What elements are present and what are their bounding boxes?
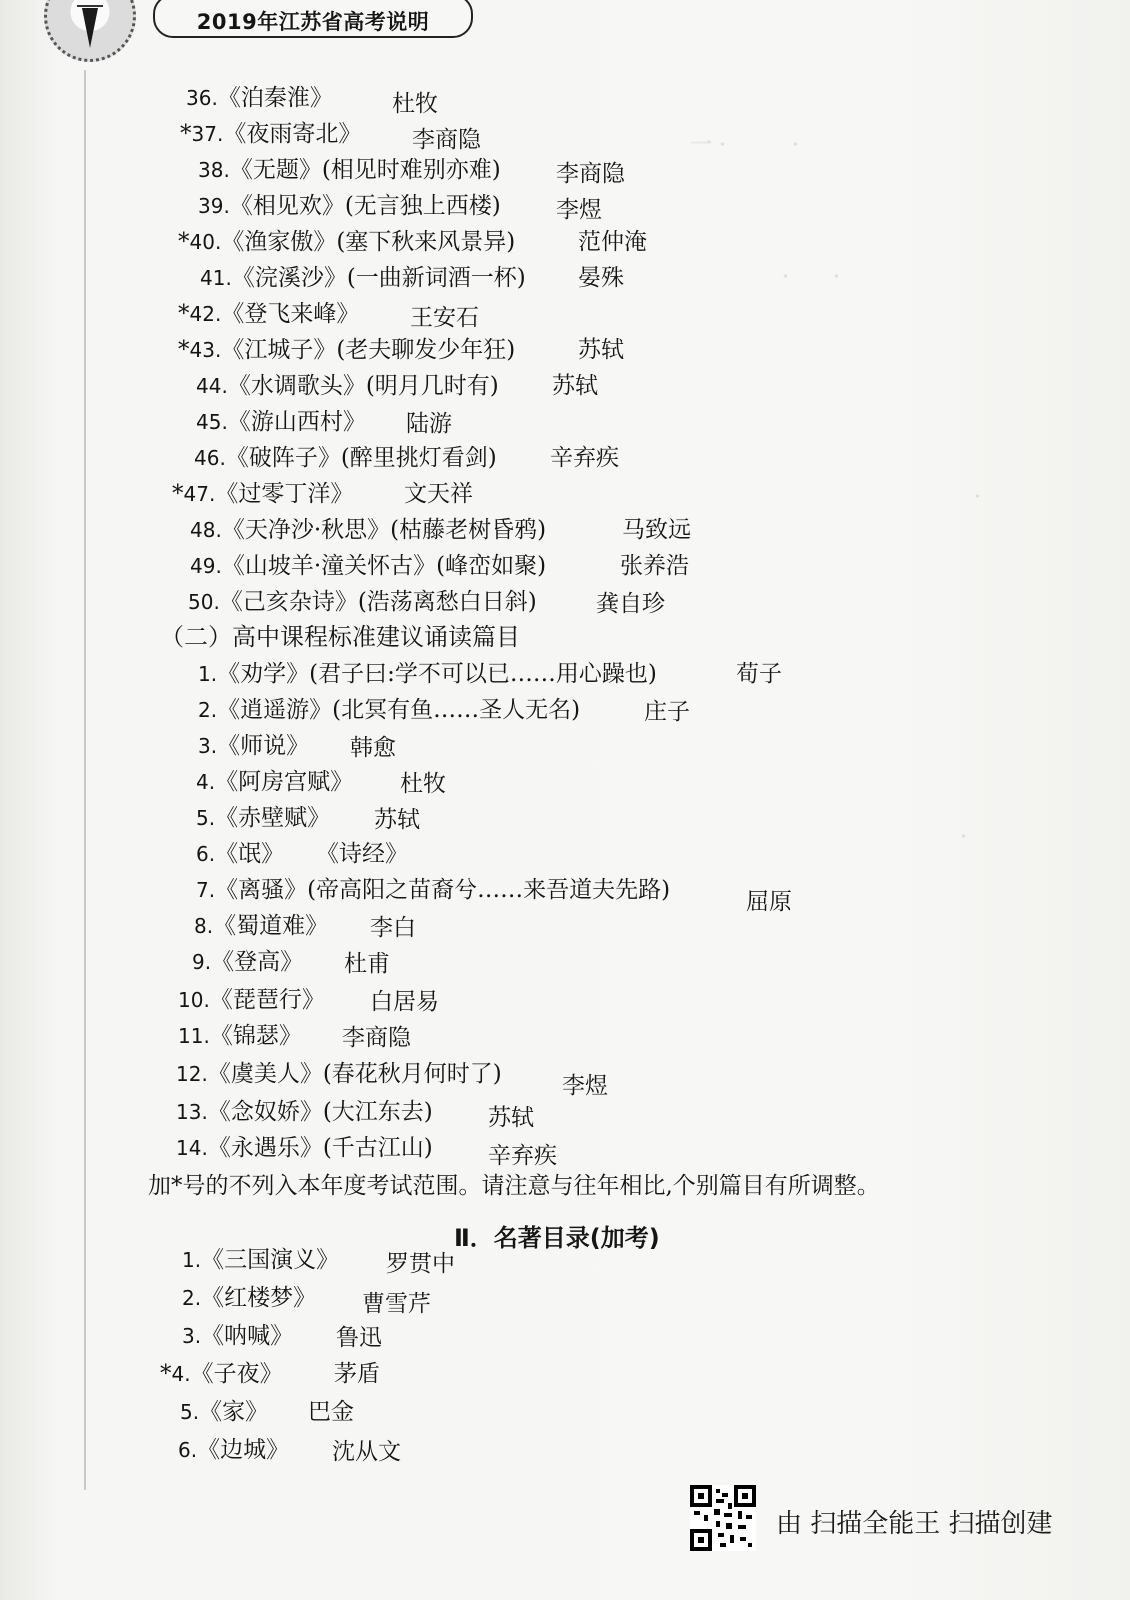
item-title: 《游山西村》 <box>227 409 366 435</box>
item-number: 45. <box>196 410 228 434</box>
exclusion-note: 加*号的不列入本年度考试范围。请注意与往年相比,个别篇目有所调整。 <box>148 1173 880 1199</box>
list-item <box>172 480 353 508</box>
item-title: 《离骚》(帝高阳之苗裔兮……来吾道夫先路) <box>215 877 671 903</box>
item-number: 5. <box>196 806 216 830</box>
item-title: 《赤壁赋》 <box>215 805 331 831</box>
scanner-watermark <box>690 1485 1090 1560</box>
item-author: 龚自珍 <box>596 591 665 617</box>
item-title: 《琵琶行》 <box>209 987 325 1013</box>
item-title: 《逍遥游》(北冥有鱼……圣人无名) <box>217 697 581 723</box>
scanner-label: 由 扫描全能王 扫描创建 <box>776 1509 1053 1539</box>
list-item <box>196 408 366 436</box>
item-number: 38. <box>198 158 230 182</box>
item-author: 白居易 <box>370 989 439 1015</box>
item-number: 42. <box>189 302 222 326</box>
item-author: 荀子 <box>736 661 782 687</box>
item-author: 李煜 <box>562 1073 608 1099</box>
item-number: 2. <box>182 1286 202 1310</box>
item-title: 《蜀道难》 <box>213 913 329 939</box>
list-item <box>176 1134 433 1162</box>
item-title: 《阿房宫赋》 <box>215 769 354 795</box>
item-author: 李商隐 <box>556 161 625 187</box>
item-title: 《子夜》 <box>190 1361 283 1387</box>
item-title: 《泊秦淮》 <box>217 85 333 111</box>
item-number: 10. <box>178 988 210 1012</box>
item-author: 茅盾 <box>334 1361 380 1387</box>
item-title: 《过零丁洋》 <box>215 481 354 507</box>
exclusion-star: * <box>160 1361 172 1387</box>
item-number: 14. <box>176 1136 208 1160</box>
item-title: 《江城子》(老夫聊发少年狂) <box>221 337 516 363</box>
item-number: 50. <box>188 590 220 614</box>
item-author: 李商隐 <box>412 127 481 153</box>
item-title: 《登飞来峰》 <box>221 301 360 327</box>
item-author: 辛弃疾 <box>488 1143 557 1169</box>
item-author: 鲁迅 <box>336 1325 382 1351</box>
item-title: 《夜雨寄北》 <box>223 121 362 147</box>
item-author: 张养浩 <box>620 553 689 579</box>
item-number: 1. <box>198 662 218 686</box>
list-item <box>180 120 361 148</box>
list-item <box>176 1060 502 1088</box>
item-author: 沈从文 <box>332 1439 401 1465</box>
item-author: 杜牧 <box>392 91 438 117</box>
item-title: 《红楼梦》 <box>201 1285 317 1311</box>
item-number: 48. <box>190 518 222 542</box>
item-title: 《浣溪沙》(一曲新词酒一杯) <box>231 265 526 291</box>
item-author: 马致远 <box>622 517 691 543</box>
list-item <box>180 1398 268 1426</box>
item-title: 《登高》 <box>211 949 304 975</box>
item-title: 《三国演义》 <box>201 1247 340 1273</box>
item-author: 杜甫 <box>344 951 390 977</box>
list-item <box>188 588 537 616</box>
item-title: 《水调歌头》(明月几时有) <box>227 373 499 399</box>
item-author: 苏轼 <box>578 337 624 363</box>
item-author: 巴金 <box>308 1399 354 1425</box>
list-item <box>178 228 515 256</box>
list-item <box>176 1098 433 1126</box>
header-title: 2019年江苏省高考说明 <box>196 10 430 34</box>
item-number: 4. <box>196 770 216 794</box>
item-number: 41. <box>200 266 232 290</box>
item-author: 《诗经》 <box>316 841 408 867</box>
item-number: 49. <box>190 554 222 578</box>
bleed-through-text: · <box>960 825 1011 850</box>
item-number: 46. <box>194 446 226 470</box>
item-author: 苏轼 <box>374 807 420 833</box>
item-author: 王安石 <box>410 305 479 331</box>
item-title: 《念奴娇》(大江东去) <box>207 1099 433 1125</box>
item-author: 晏殊 <box>578 265 624 291</box>
exclusion-star: * <box>172 481 184 507</box>
item-number: 43. <box>189 338 222 362</box>
item-author: 苏轼 <box>488 1105 534 1131</box>
list-item <box>160 1360 283 1388</box>
list-item <box>182 1246 339 1274</box>
item-number: 6. <box>196 842 216 866</box>
bleed-through-text: · · <box>760 265 840 290</box>
list-item <box>186 84 333 112</box>
item-title: 《己亥杂诗》(浩荡离愁白日斜) <box>219 589 537 615</box>
list-item <box>198 192 501 220</box>
list-item <box>178 336 515 364</box>
list-item <box>194 444 497 472</box>
list-item <box>198 156 501 184</box>
item-title: 《无题》(相见时难别亦难) <box>229 157 501 183</box>
item-author: 范仲淹 <box>578 229 647 255</box>
item-author: 苏轼 <box>552 373 598 399</box>
item-author: 罗贯中 <box>386 1251 455 1277</box>
section-heading: （二）高中课程标准建议诵读篇目 <box>160 623 520 651</box>
list-item <box>198 696 580 724</box>
item-title: 《边城》 <box>197 1437 290 1463</box>
exclusion-star: * <box>178 301 190 327</box>
list-item <box>198 732 309 760</box>
list-item <box>196 804 330 832</box>
list-item <box>182 1284 316 1312</box>
item-number: 3. <box>198 734 218 758</box>
item-number: 6. <box>178 1438 198 1462</box>
item-number: 11. <box>178 1024 210 1048</box>
item-number: 44. <box>196 374 228 398</box>
item-number: 12. <box>176 1062 208 1086</box>
item-title: 《天净沙·秋思》(枯藤老树昏鸦) <box>221 517 547 543</box>
item-title: 《劝学》(君子曰:学不可以已……用心躁也) <box>217 661 657 687</box>
item-author: 庄子 <box>644 699 690 725</box>
item-author: 韩愈 <box>350 735 396 761</box>
bleed-through-text: 一 · · <box>690 133 843 158</box>
item-author: 辛弃疾 <box>550 445 619 471</box>
list-item <box>198 660 657 688</box>
item-author: 文天祥 <box>404 481 473 507</box>
item-author: 李煜 <box>556 197 602 223</box>
item-author: 屈原 <box>746 889 792 915</box>
item-title: 《家》 <box>199 1399 269 1425</box>
item-number: 2. <box>198 698 218 722</box>
item-title: 《氓》 <box>215 841 285 867</box>
item-number: 3. <box>182 1324 202 1348</box>
item-number: 47. <box>183 482 216 506</box>
item-number: 9. <box>192 950 212 974</box>
list-item <box>196 840 284 868</box>
list-item <box>182 1322 293 1350</box>
exclusion-star: * <box>178 229 190 255</box>
item-title: 《相见欢》(无言独上西楼) <box>229 193 501 219</box>
item-author: 李商隐 <box>342 1025 411 1051</box>
list-item <box>194 912 328 940</box>
item-title: 《虞美人》(春花秋月何时了) <box>207 1061 502 1087</box>
item-title: 《锦瑟》 <box>209 1023 302 1049</box>
list-item <box>178 1022 302 1050</box>
list-item <box>178 300 359 328</box>
list-item <box>200 264 526 292</box>
item-number: 5. <box>180 1400 200 1424</box>
list-item <box>190 552 546 580</box>
item-number: 1. <box>182 1248 202 1272</box>
list-item <box>196 876 670 904</box>
exclusion-star: * <box>180 121 192 147</box>
item-author: 李白 <box>370 915 416 941</box>
item-title: 《山坡羊·潼关怀古》(峰峦如聚) <box>221 553 547 579</box>
bleed-through-text: · <box>930 485 981 510</box>
item-title: 《呐喊》 <box>201 1323 294 1349</box>
item-number: 8. <box>194 914 214 938</box>
section-heading: Ⅱ．名著目录(加考) <box>454 1224 660 1252</box>
item-title: 《师说》 <box>217 733 310 759</box>
item-number: 40. <box>189 230 222 254</box>
item-number: 37. <box>191 122 224 146</box>
item-title: 《永遇乐》(千古江山) <box>207 1135 433 1161</box>
exclusion-star: * <box>178 337 190 363</box>
item-title: 《破阵子》(醉里挑灯看剑) <box>225 445 497 471</box>
item-author: 曹雪芹 <box>362 1291 431 1317</box>
item-author: 陆游 <box>406 411 452 437</box>
list-item <box>190 516 546 544</box>
item-number: 7. <box>196 878 216 902</box>
list-item <box>192 948 303 976</box>
list-item <box>178 1436 289 1464</box>
item-number: 13. <box>176 1100 208 1124</box>
item-number: 4. <box>171 1362 191 1386</box>
item-author: 杜牧 <box>400 771 446 797</box>
list-item <box>178 986 325 1014</box>
item-title: 《渔家傲》(塞下秋来风景异) <box>221 229 516 255</box>
list-item <box>196 768 353 796</box>
qr-code-icon <box>690 1485 756 1551</box>
item-number: 39. <box>198 194 230 218</box>
list-item <box>196 372 499 400</box>
item-number: 36. <box>186 86 218 110</box>
